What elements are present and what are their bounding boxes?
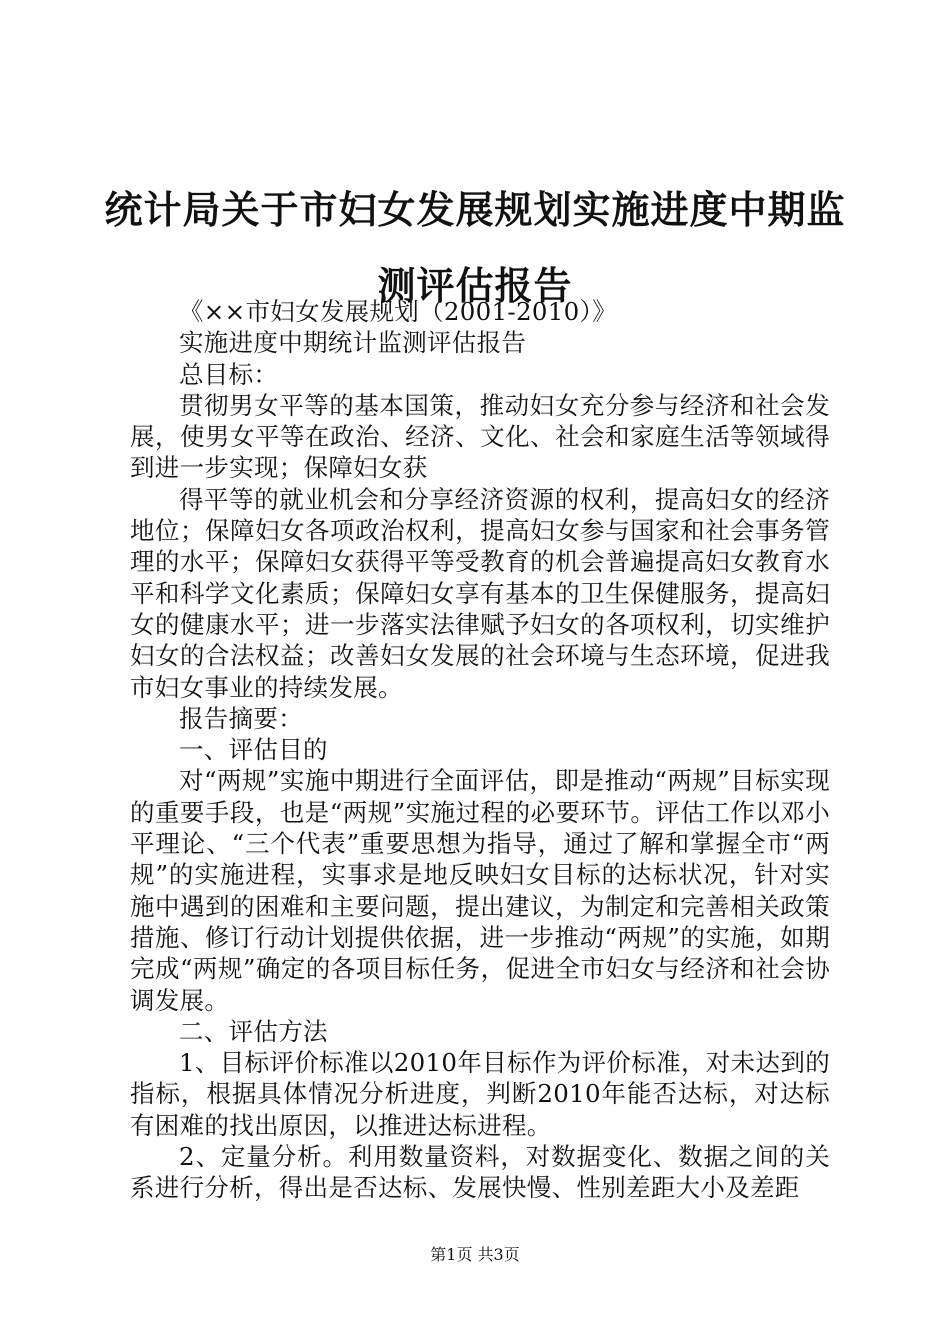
paragraph-section-two-heading: 二、评估方法 [179,1016,328,1046]
paragraph-method-two: 2、定量分析。利用数量资料，对数据变化、数据之间的关系进行分析，得出是否达标、发展快慢、性别差距大小及差距 [130,1142,830,1203]
document-body [130,296,830,1204]
paragraph-general-goal-heading: 总目标： [179,359,279,389]
paragraph-method-one: 1、目标评价标准以2010年目标作为评价标准，对未达到的指标，根据具体情况分析进度，判断2010年能否达标，对达标有困难的找出原因，以推进达标进程。 [130,1048,830,1140]
paragraph-plan-title: 《××市妇女发展规划（2001-2010）》 [179,297,617,326]
paragraph-summary-heading: 报告摘要： [179,703,303,733]
paragraph-report-subtitle: 实施进度中期统计监测评估报告 [179,328,527,358]
paragraph-section-one-text: 对“两规”实施中期进行全面评估，即是推动“两规”目标实现的重要手段，也是“两规”实施过程的必要环节。评估工作以邓小平理论、“三个代表”重要思想为指导，通过了解和掌握全市“两规”的实施进程，实事求是地反映妇女目标的达标状况，针对实施中遇到的困难和主要问题，提出建议，为制定和完善相关政策措施、修订行动计划提供依据，进一步推动“两规”的实施，如期完成“两规”确定的各项目标任务，促进全市妇女与经济和社会协调发展。 [130,766,831,1015]
paragraph-general-goal-text: 贯彻男女平等的基本国策，推动妇女充分参与经济和社会发展，使男女平等在政治、经济、文化、社会和家庭生活等领域得到进一步实现；保障妇女获 [130,390,830,483]
page-footer: 第1页 共3页 [430,1245,520,1264]
document-title: 统计局关于市妇女发展规划实施进度中期监测评估报告 [104,187,846,308]
paragraph-section-one-heading: 一、评估目的 [179,735,328,765]
paragraph-general-goal-continued: 得平等的就业机会和分享经济资源的权利，提高妇女的经济地位；保障妇女各项政治权利，提高妇女参与国家和社会事务管理的水平；保障妇女获得平等受教育的机会普遍提高妇女教育水平和科学文化素质；保障妇女享有基本的卫生保健服务，提高妇女的健康水平；进一步落实法律赋予妇女的各项权利，切实维护妇女的合法权益；改善妇女发展的社会环境与生态环境，促进我市妇女事业的持续发展。 [130,484,830,702]
